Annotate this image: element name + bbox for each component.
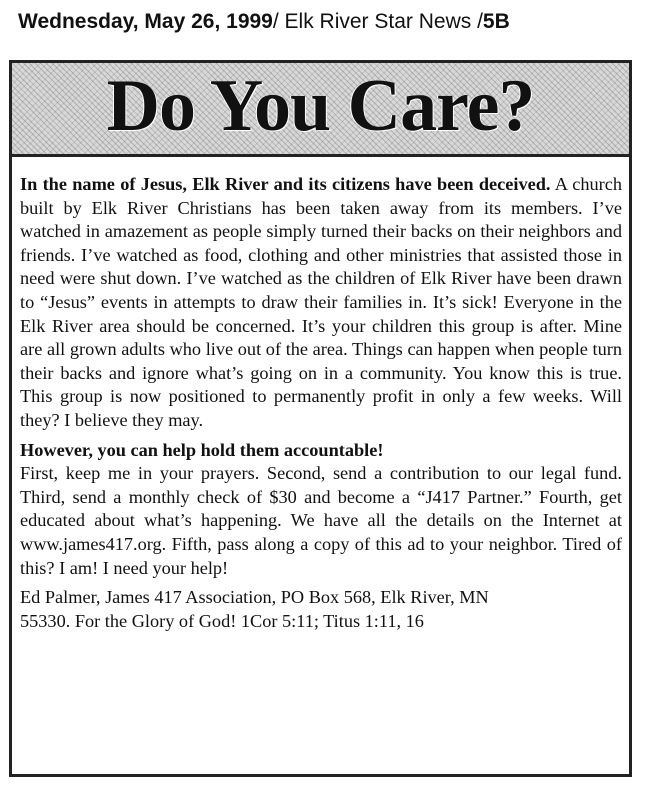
paragraph-2-body: First, keep me in your prayers. Second, send a contribution to our legal fund. Third, send a monthly check of $30 and become a “J417 Partner.” Fourth, get educated about what’s happening. We have all the details on the Internet at www.james417.org. Fifth, pass along a copy of this ad to your neighbor. Tired of this? I am! I need your help! <box>20 463 622 578</box>
dateline-date: Wednesday, May 26, 1999 <box>18 10 273 33</box>
dateline-publication: / Elk River Star News / <box>272 10 483 33</box>
dateline <box>18 10 638 34</box>
signature <box>20 586 622 633</box>
headline: Do You Care? <box>106 65 535 147</box>
ad-body <box>20 173 622 633</box>
advertisement-box <box>9 60 632 777</box>
dateline-page: 5B <box>482 10 510 33</box>
paragraph-2 <box>20 439 622 581</box>
paragraph-1-body: A church built by Elk River Christians has been taken away from its members. I’ve watched in amazement as people simply turned their backs on their neighbors and friends. I’ve watched as food, clothing and other ministries that assisted those in need were shut down. I’ve watched as the children of Elk River have been drawn to “Jesus” events in attempts to draw their families in. It’s sick! Everyone in the Elk River area should be concerned. It’s your children this group is after. Mine are all grown adults who live out of the area. Things can happen when people turn their backs and ignore what’s going on in a community. You know this is true. This group is now positioned to permanently profit in only a few weeks. Will they? I believe they may. <box>20 174 623 430</box>
paragraph-1 <box>20 173 622 433</box>
signature-line-2: 55330. For the Glory of God! 1Cor 5:11; Titus 1:11, 16 <box>20 610 424 631</box>
paragraph-1-lead: In the name of Jesus, Elk River and its citizens have been deceived. <box>20 174 551 194</box>
headline-banner <box>12 63 629 157</box>
signature-line-1: Ed Palmer, James 417 Association, PO Box 568, Elk River, MN <box>20 587 489 608</box>
paragraph-2-heading: However, you can help hold them accountable! <box>20 439 384 460</box>
